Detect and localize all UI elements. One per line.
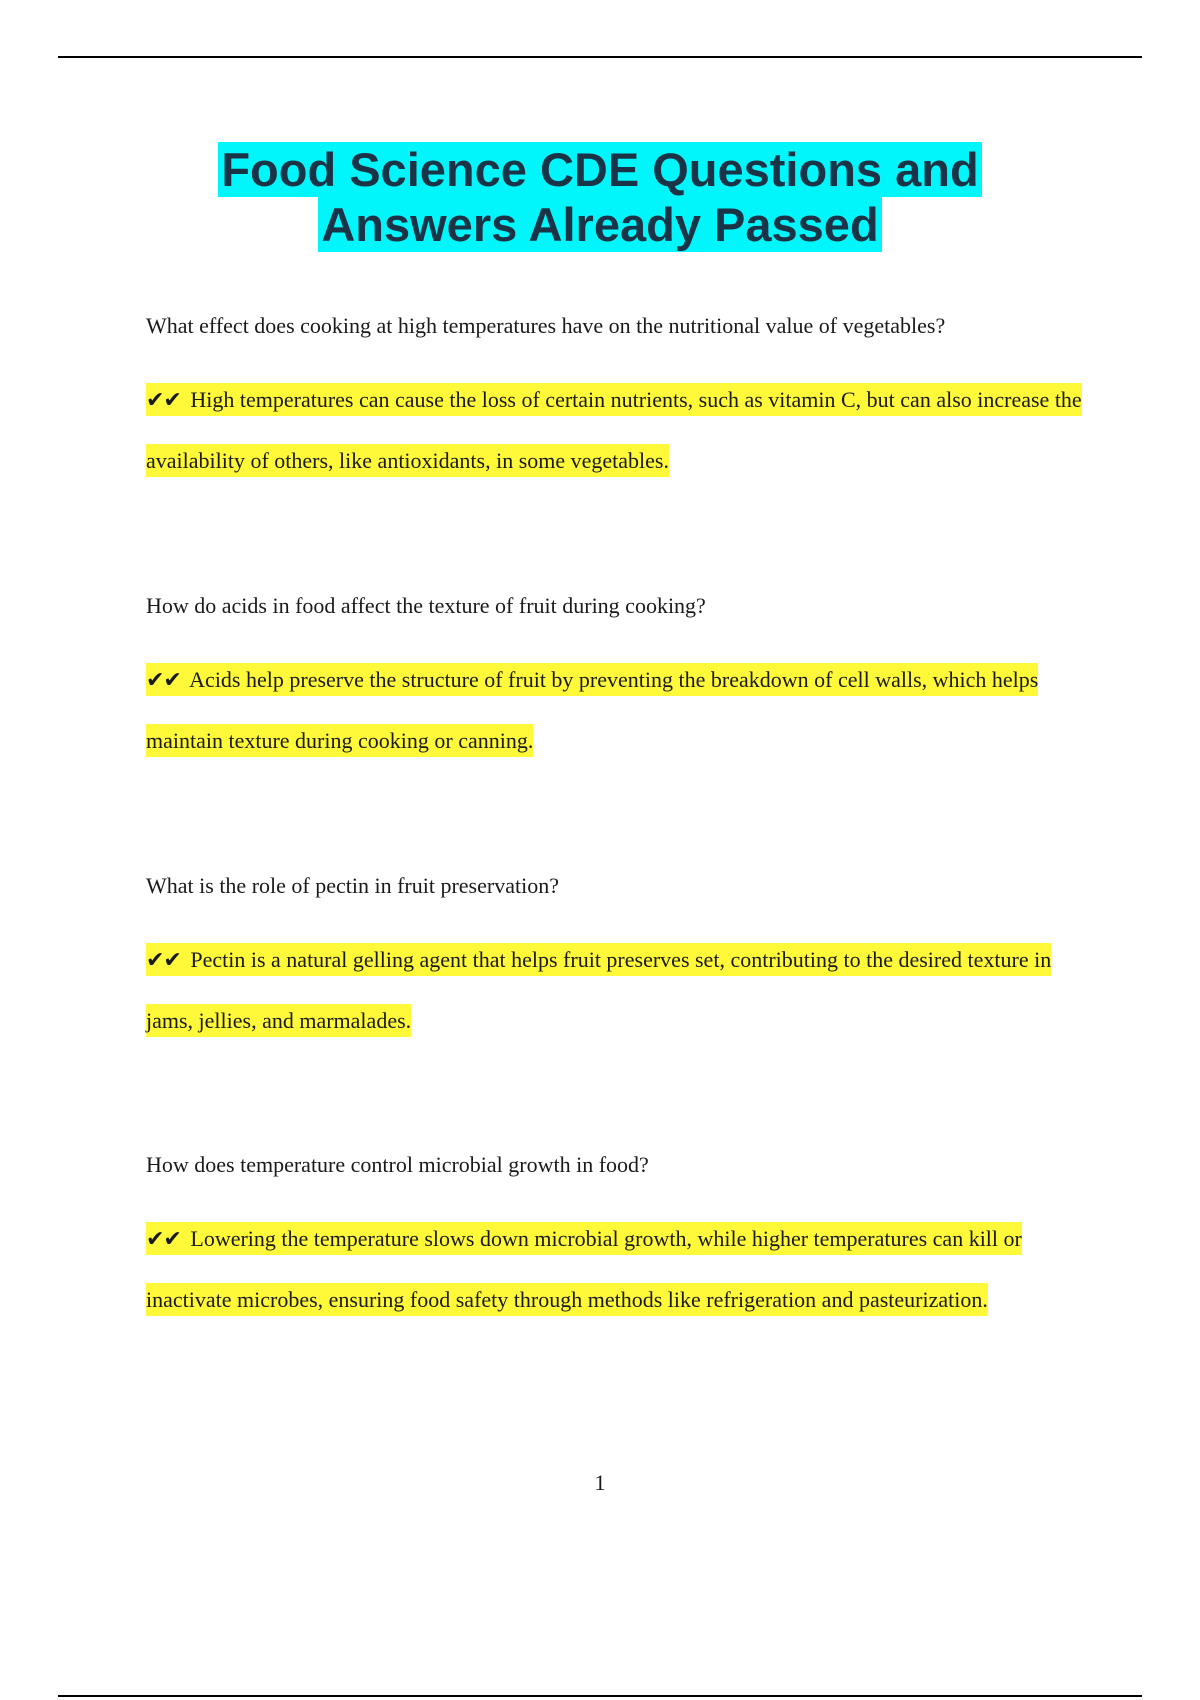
qa-item-2	[146, 592, 1086, 771]
answer-paragraph	[146, 1209, 1086, 1330]
answer-text: Lowering the temperature slows down microbial growth, while higher temperatures can kill or inactivate microbes, ensuring food safety through methods like refrigeration and pasteurization.	[146, 1226, 1022, 1312]
page-number: 1	[594, 1470, 606, 1495]
question-text: What is the role of pectin in fruit preservation?	[146, 873, 559, 898]
title-line-1: Food Science CDE Questions and	[218, 142, 981, 197]
answer-text: Acids help preserve the structure of fruit by preventing the breakdown of cell walls, which helps maintain texture during cooking or canning.	[146, 667, 1039, 753]
double-check-icon: ✔✔	[146, 1227, 181, 1252]
answer-highlight	[146, 943, 1051, 1037]
title-line-2: Answers Already Passed	[318, 197, 881, 252]
header-rule	[58, 56, 1142, 58]
qa-item-4	[146, 1151, 1086, 1330]
qa-item-3	[146, 872, 1086, 1051]
document-title	[0, 142, 1200, 252]
footer-rule	[58, 1695, 1142, 1697]
answer-paragraph	[146, 370, 1086, 491]
double-check-icon: ✔✔	[146, 388, 181, 413]
double-check-icon: ✔✔	[146, 948, 181, 973]
question-text: How does temperature control microbial growth in food?	[146, 1152, 649, 1177]
answer-text: High temperatures can cause the loss of certain nutrients, such as vitamin C, but can also increase the availability of others, like antioxidants, in some vegetables.	[146, 387, 1082, 473]
qa-item-1	[146, 312, 1086, 491]
answer-highlight	[146, 663, 1038, 757]
answer-highlight	[146, 1222, 1022, 1316]
answer-paragraph	[146, 930, 1086, 1051]
answer-paragraph	[146, 650, 1086, 771]
question-text: How do acids in food affect the texture of fruit during cooking?	[146, 593, 706, 618]
answer-text: Pectin is a natural gelling agent that helps fruit preserves set, contributing to the desired texture in jams, jellies, and marmalades.	[146, 947, 1052, 1033]
question-text: What effect does cooking at high temperatures have on the nutritional value of vegetables?	[146, 313, 946, 338]
double-check-icon: ✔✔	[146, 668, 181, 693]
answer-highlight	[146, 383, 1082, 477]
